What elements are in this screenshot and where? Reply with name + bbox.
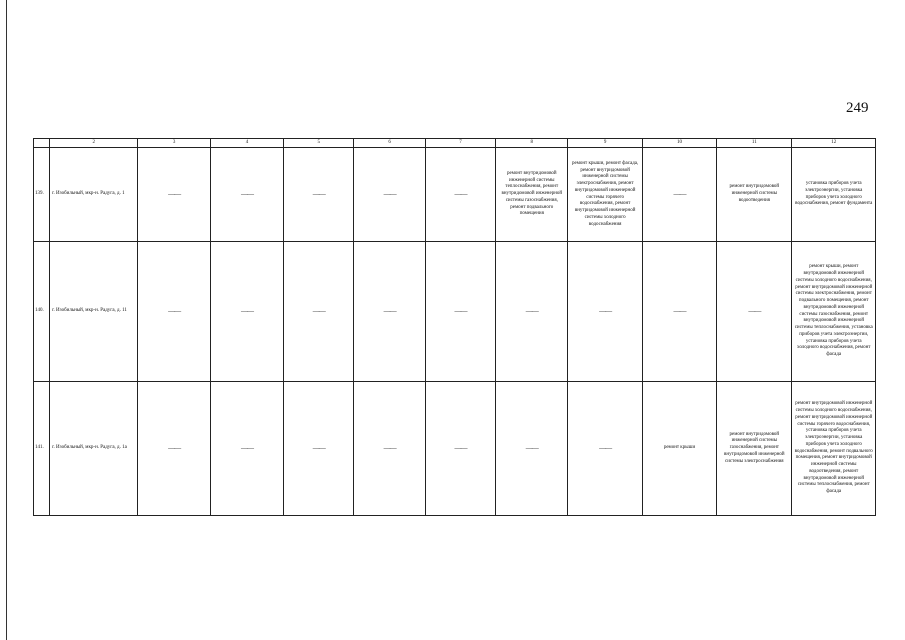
- column-header: 9: [568, 139, 642, 148]
- dash-mark: ——: [168, 443, 181, 452]
- dash-mark: ——: [454, 189, 467, 198]
- column-header: 12: [792, 139, 876, 148]
- table-cell: [284, 382, 354, 516]
- dash-mark: ——: [168, 306, 181, 315]
- column-header: [34, 139, 50, 148]
- dash-mark: ——: [168, 189, 181, 198]
- dash-mark: ——: [599, 443, 612, 452]
- dash-mark: ——: [454, 443, 467, 452]
- table-cell: [210, 148, 283, 242]
- table-cell: [284, 242, 354, 382]
- column-header: 7: [425, 139, 495, 148]
- address-cell: г. Изобильный, мкр-н. Радуга, д. 1: [50, 148, 138, 242]
- table-cell: [138, 382, 210, 516]
- page-number: 249: [846, 100, 869, 116]
- table-cell: установка приборов учета электроэнергии, установка приборов учета холодного водоснабжения, ремонт фундамента: [792, 148, 876, 242]
- table-cell: ремонт внутридомовой инженерной системы холодного водоснабжения, ремонт внутридомовой инженерной системы горячего водоснабжения, установка приборов учета электроэнергии, установка приборов учета холодного водоснабжения, ремонт подвального помещения, ремонт внутридомовой инженерной системы водоотведения, ремонт внутридомовой инженерной системы теплоснабжения, ремонт фасада: [792, 382, 876, 516]
- table-cell: [425, 148, 495, 242]
- dash-mark: ——: [673, 306, 686, 315]
- dash-mark: ——: [525, 306, 538, 315]
- table-cell: ремонт крыши: [642, 382, 716, 516]
- table-row: [34, 148, 876, 242]
- table-cell: [210, 242, 283, 382]
- dash-mark: ——: [240, 189, 253, 198]
- dash-mark: ——: [312, 189, 325, 198]
- table-cell: [568, 382, 642, 516]
- table-cell: [210, 382, 283, 516]
- dash-mark: ——: [383, 189, 396, 198]
- address-cell: г. Изобильный, мкр-н. Радуга, д. 11: [50, 242, 138, 382]
- column-header: 6: [354, 139, 425, 148]
- header-row: [34, 139, 876, 148]
- row-number: 141.: [34, 382, 50, 516]
- column-header: 5: [284, 139, 354, 148]
- table-cell: [642, 148, 716, 242]
- page-left-edge-line: [6, 0, 7, 640]
- column-header: 10: [642, 139, 716, 148]
- table-cell: [496, 242, 568, 382]
- table-cell: [284, 148, 354, 242]
- table-cell: ремонт внутридомовой инженерной системы теплоснабжения, ремонт внутридомовой инженерной системы газоснабжения, ремонт подвального помещения: [496, 148, 568, 242]
- table-cell: [138, 242, 210, 382]
- column-header: 8: [496, 139, 568, 148]
- dash-mark: ——: [240, 306, 253, 315]
- dash-mark: ——: [748, 306, 761, 315]
- column-header: 2: [50, 139, 138, 148]
- dash-mark: ——: [525, 443, 538, 452]
- table-row: [34, 382, 876, 516]
- table-cell: [138, 148, 210, 242]
- column-header: 3: [138, 139, 210, 148]
- table-cell: ремонт крыши, ремонт внутридомовой инженерной системы холодного водоснабжения, ремонт внутридомовой инженерной системы электроснабжения, ремонт подвального помещения, ремонт внутридомовой инженерной системы газоснабжения, ремонт внутридомовой инженерной системы теплоснабжения, установка приборов учета электроэнергии, установка приборов учета холодного водоснабжения, ремонт фасада: [792, 242, 876, 382]
- table-cell: [354, 148, 425, 242]
- row-number: 139.: [34, 148, 50, 242]
- table-cell: ремонт крыши, ремонт фасада, ремонт внутридомовой инженерной системы электроснабжения, ремонт внутридомовой инженерной системы горячего водоснабжения, ремонт внутридомовой инженерной системы холодного водоснабжения: [568, 148, 642, 242]
- table-cell: [354, 382, 425, 516]
- table-cell: [717, 242, 792, 382]
- column-header: 11: [717, 139, 792, 148]
- dash-mark: ——: [383, 443, 396, 452]
- table-row: [34, 242, 876, 382]
- dash-mark: ——: [673, 189, 686, 198]
- row-number: 140.: [34, 242, 50, 382]
- table-cell: [425, 382, 495, 516]
- dash-mark: ——: [240, 443, 253, 452]
- dash-mark: ——: [383, 306, 396, 315]
- column-header: 4: [210, 139, 283, 148]
- table-cell: ремонт внутридомовой инженерной системы газоснабжения, ремонт внутридомовой инженерной системы электроснабжения: [717, 382, 792, 516]
- table-cell: [568, 242, 642, 382]
- table-cell: ремонт внутридомовой инженерной системы водоотведения: [717, 148, 792, 242]
- dash-mark: ——: [312, 306, 325, 315]
- table-cell: [354, 242, 425, 382]
- table-cell: [642, 242, 716, 382]
- table-cell: [496, 382, 568, 516]
- table-cell: [425, 242, 495, 382]
- dash-mark: ——: [454, 306, 467, 315]
- repair-schedule-table: [33, 138, 876, 516]
- address-cell: г. Изобильный, мкр-н. Радуга, д. 1а: [50, 382, 138, 516]
- dash-mark: ——: [312, 443, 325, 452]
- dash-mark: ——: [599, 306, 612, 315]
